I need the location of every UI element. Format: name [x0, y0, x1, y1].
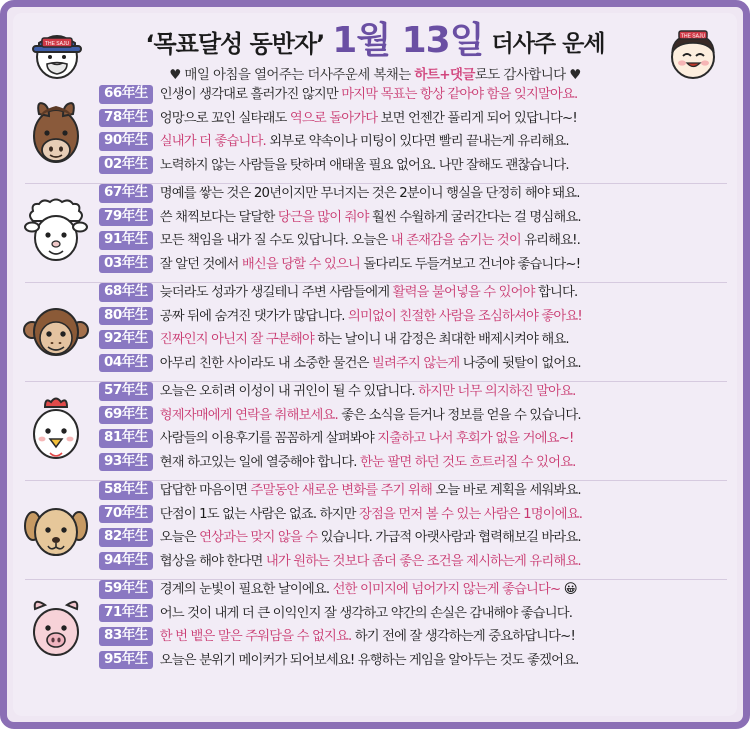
lines-rooster: [99, 383, 737, 477]
fortune-text: 사람들의 이용후기를 꼼꼼하게 살펴봐야 지출하고 나서 후회가 없을 거에요~!: [159, 431, 574, 446]
avatar: [13, 284, 99, 368]
subtitle-highlight: 하트+댓글: [414, 67, 475, 83]
fortune-line: [99, 383, 727, 407]
zodiac-block-rooster: [13, 382, 737, 480]
year-badge: 68年生: [99, 283, 153, 302]
year-badge: 58年生: [99, 481, 153, 500]
poster-header: [13, 13, 737, 85]
zodiac-block-pig: [13, 580, 737, 678]
fortune-text: 협상을 해야 한다면 내가 원하는 것보다 좀더 좋은 조건을 제시하는게 유리해요.: [159, 553, 581, 569]
fortune-line: [99, 529, 727, 553]
fortune-line: [99, 284, 727, 308]
year-badge: 81年生: [99, 429, 153, 448]
fortune-line: [99, 355, 727, 379]
year-badge: 95年生: [99, 651, 153, 670]
fortune-line: [99, 482, 727, 506]
fortune-line: [99, 652, 727, 676]
year-badge: 02年生: [99, 156, 153, 175]
zodiac-block-horse: [13, 85, 737, 183]
fortune-text: 단점이 1도 없는 사람은 없죠. 하지만 장점을 먼저 볼 수 있는 사람은 1명이에요.: [159, 506, 583, 522]
year-badge: 94年生: [99, 552, 153, 571]
year-badge: 70年生: [99, 505, 153, 524]
fortune-line: [99, 133, 727, 157]
sheep-icon: [19, 191, 93, 269]
fortune-text: 노력하지 않는 사람들을 탓하며 애태울 필요 없어요. 나만 잘해도 괜찮습니다.: [159, 157, 569, 173]
horse-icon: [19, 92, 93, 170]
year-badge: 80年生: [99, 307, 153, 326]
avatar: [13, 185, 99, 269]
fortune-text: 공짜 뒤에 숨겨진 댓가가 많답니다. 의미없이 친절한 사람을 조심하셔야 좋아요!: [159, 308, 582, 324]
svg-text:THE SAJU: THE SAJU: [44, 41, 70, 47]
year-badge: 79年生: [99, 208, 153, 227]
year-badge: 92年生: [99, 330, 153, 349]
fortune-line: [99, 232, 727, 256]
fortune-text: 경계의 눈빛이 필요한 날이에요. 선한 이미지에 넘어가지 않는게 좋습니다~ 😀: [159, 582, 577, 597]
lines-pig: [99, 581, 737, 675]
year-badge: 66年生: [99, 85, 153, 104]
fortune-line: [99, 430, 727, 454]
fortune-text: 엉망으로 꼬인 실타래도 역으로 돌아가다 보면 언젠간 풀리게 되어 있답니다~!: [159, 110, 577, 126]
year-badge: 59年生: [99, 580, 153, 599]
fortune-text: 모든 책임을 내가 질 수도 있답니다. 오늘은 내 존재감을 숨기는 것이 유리해요!.: [159, 233, 581, 248]
year-badge: 83年生: [99, 627, 153, 646]
year-badge: 91年生: [99, 231, 153, 250]
fortune-line: [99, 331, 727, 355]
lines-dog: [99, 482, 737, 576]
year-badge: 90年生: [99, 132, 153, 151]
fortune-line: [99, 209, 727, 233]
year-badge: 78年生: [99, 109, 153, 128]
monkey-icon: [19, 290, 93, 368]
fortune-text: 현재 하고있는 일에 열중해야 합니다. 한눈 팔면 하던 것도 흐트러질 수 있어요.: [159, 454, 576, 470]
fortune-text: 오늘은 오히려 이성이 내 귀인이 될 수 있답니다. 하지만 너무 의지하진 말아요.: [159, 384, 576, 399]
mascot-woman-icon: [659, 19, 727, 81]
fortune-text: 어느 것이 내게 더 큰 이익인지 잘 생각하고 약간의 손실은 감내해야 좋습니다.: [159, 605, 573, 621]
fortune-line: [99, 454, 727, 478]
fortune-line: [99, 157, 727, 181]
fortune-line: [99, 407, 727, 431]
year-badge: 82年生: [99, 528, 153, 547]
subtitle: [13, 63, 737, 83]
year-badge: 69年生: [99, 406, 153, 425]
year-badge: 03年生: [99, 255, 153, 274]
fortune-line: [99, 628, 727, 652]
zodiac-block-monkey: [13, 283, 737, 381]
zodiac-list: [13, 85, 737, 678]
fortune-text: 오늘은 연상과는 맞지 않을 수 있습니다. 가급적 아랫사람과 협력해보길 바라요.: [159, 530, 581, 545]
fortune-text: 잘 알던 것에서 배신을 당할 수 있으니 돌다리도 두들겨보고 건너야 좋습니다~!: [159, 256, 581, 272]
zodiac-block-dog: [13, 481, 737, 579]
avatar: [13, 383, 99, 467]
avatar: [13, 482, 99, 566]
fortune-line: [99, 553, 727, 577]
fortune-text: 명예를 쌓는 것은 20년이지만 무너지는 것은 2분이니 행실을 단정히 해야 돼요.: [159, 186, 580, 201]
fortune-text: 늦더라도 성과가 생길테니 주변 사람들에게 활력을 불어넣을 수 있어야 합니다.: [159, 285, 578, 300]
year-badge: 04年生: [99, 354, 153, 373]
zodiac-block-sheep: [13, 184, 737, 282]
fortune-text: 실내가 더 좋습니다. 외부로 약속이나 미팅이 있다면 빨리 끝내는게 유리해요.: [159, 134, 569, 149]
fortune-text: 아무리 친한 사이라도 내 소중한 물건은 빌려주지 않는게 나중에 뒷탈이 없어요.: [159, 355, 581, 371]
title-tail: 더사주 운세: [491, 30, 605, 57]
poster-inner: [13, 13, 737, 716]
dog-icon: [19, 488, 93, 566]
fortune-text: 형제자매에게 연락을 취해보세요. 좋은 소식을 듣거나 정보를 얻을 수 있습니다.: [159, 407, 581, 423]
fortune-line: [99, 308, 727, 332]
fortune-line: [99, 110, 727, 134]
fortune-text: 진짜인지 아닌지 잘 구분해야 하는 날이니 내 감정은 최대한 배제시켜야 해요.: [159, 332, 569, 347]
avatar: [13, 581, 99, 665]
fortune-line: [99, 86, 727, 110]
year-badge: 71年生: [99, 604, 153, 623]
fortune-line: [99, 605, 727, 629]
title-row: [13, 20, 737, 61]
year-badge: 93年生: [99, 453, 153, 472]
fortune-text: 오늘은 분위기 메이커가 되어보세요! 유행하는 게임을 알아두는 것도 좋겠어요.: [159, 652, 579, 668]
year-badge: 67年生: [99, 184, 153, 203]
title-date: 1월 13일: [332, 20, 484, 61]
fortune-line: [99, 581, 727, 605]
lines-monkey: [99, 284, 737, 378]
subtitle-pre: ♥ 매일 아침을 열어주는 더사주운세 복채는: [169, 67, 415, 83]
fortune-line: [99, 506, 727, 530]
fortune-text: 한 번 뱉은 말은 주워담을 수 없지요. 하기 전에 잘 생각하는게 중요하답니다~!: [159, 629, 575, 644]
subtitle-post: 로도 감사합니다 ♥: [474, 67, 581, 83]
avatar: [13, 86, 99, 170]
lines-sheep: [99, 185, 737, 279]
fortune-text: 답답한 마음이면 주말동안 새로운 변화를 주기 위해 오늘 바로 계획을 세워봐요.: [159, 483, 581, 498]
fortune-text: 인생이 생각대로 흘러가진 않지만 마지막 목표는 항상 같아야 함을 잊지말아요.: [159, 87, 578, 102]
lines-horse: [99, 86, 737, 180]
svg-text:THE SAJU: THE SAJU: [680, 33, 706, 40]
year-badge: 57年生: [99, 382, 153, 401]
fortune-line: [99, 185, 727, 209]
title-quote: ‘목표달성 동반자’: [145, 29, 325, 58]
rooster-icon: [19, 389, 93, 467]
fortune-line: [99, 256, 727, 280]
fortune-text: 쓴 채찍보다는 달달한 당근을 많이 줘야 훨씬 수월하게 굴러간다는 걸 명심해요.: [159, 209, 581, 225]
pig-icon: [19, 587, 93, 665]
